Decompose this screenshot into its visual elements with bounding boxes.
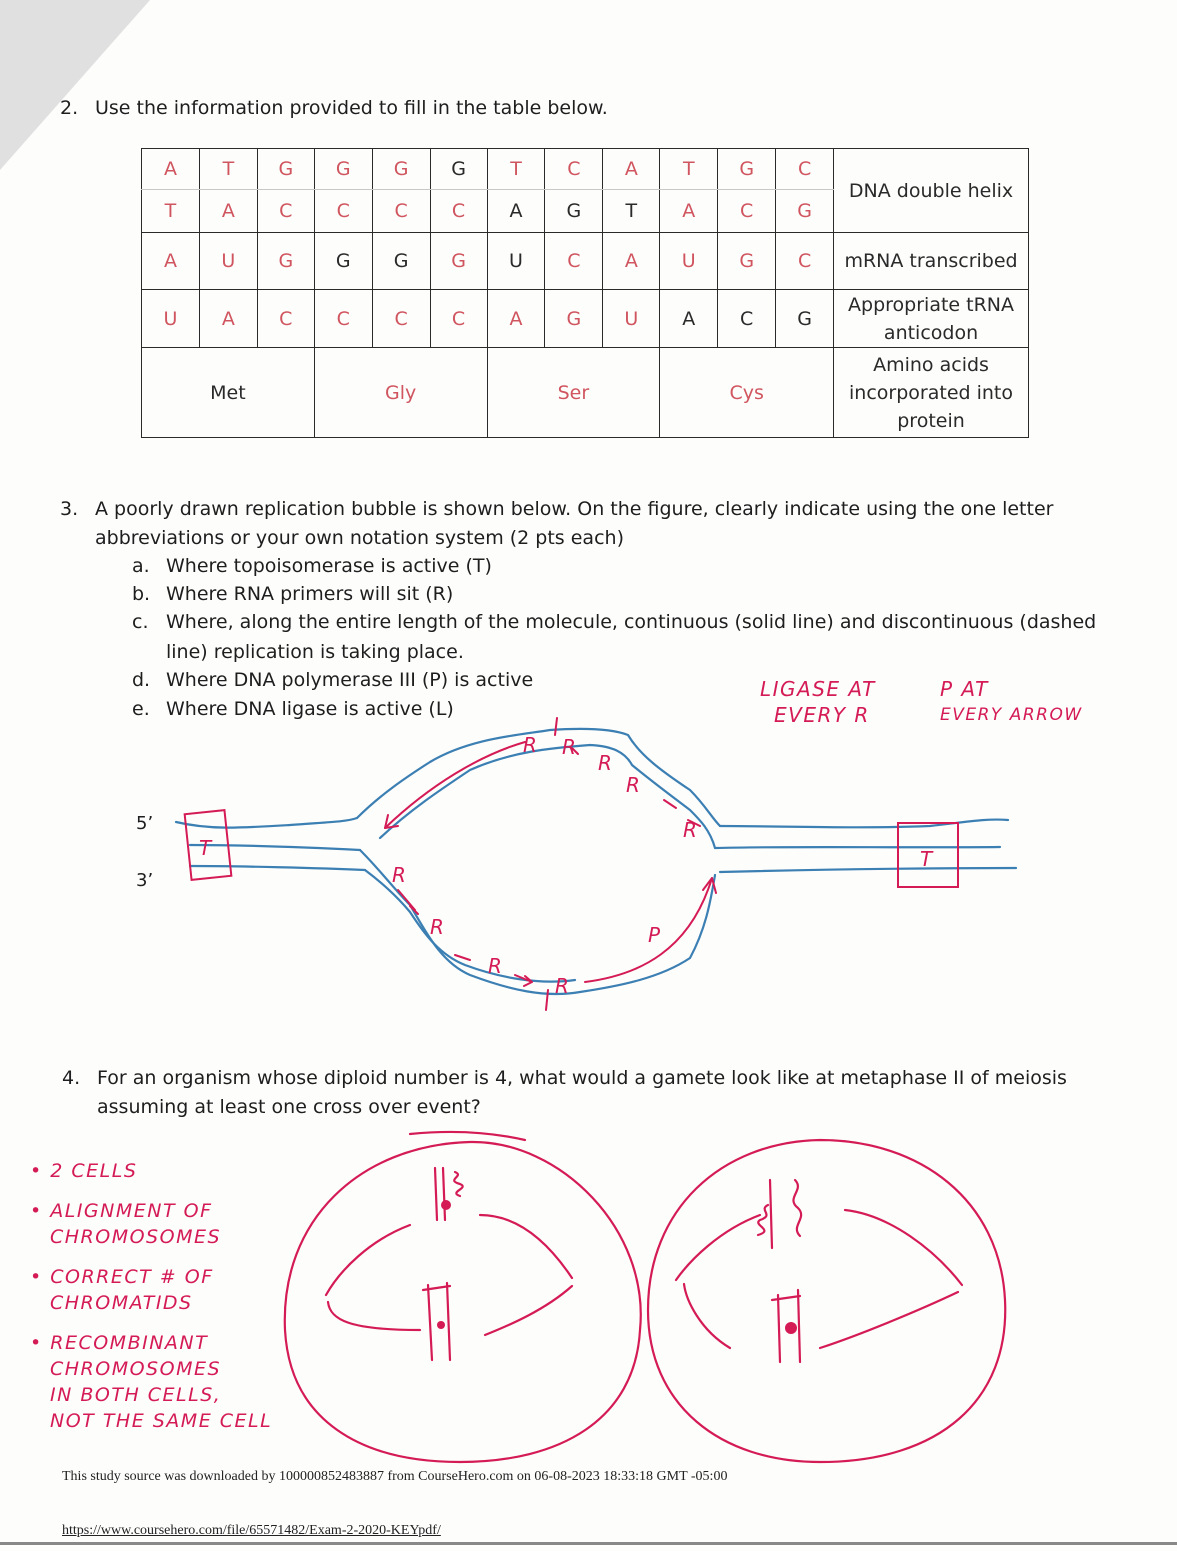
table-cell: C xyxy=(314,290,372,348)
question-number: 3. xyxy=(60,498,79,520)
centromere xyxy=(437,1321,445,1329)
topoisomerase-left-box xyxy=(185,810,232,880)
sub-question-letter: d. xyxy=(132,669,151,691)
table-cell: C xyxy=(314,190,372,233)
sub-question-letter: a. xyxy=(132,555,150,577)
sub-question-text: Where DNA ligase is active (L) xyxy=(166,698,454,720)
table-cell: C xyxy=(545,233,603,290)
sub-question-letter: c. xyxy=(132,611,149,633)
table-cell: C xyxy=(372,290,430,348)
sub-question xyxy=(132,580,453,609)
primer-label: R xyxy=(598,751,612,775)
centromere xyxy=(785,1322,797,1334)
table-cell: A xyxy=(603,149,660,190)
sub-question-text: Where topoisomerase is active (T) xyxy=(166,555,492,577)
bubble-bottom-inner xyxy=(365,870,575,982)
primer-label: R xyxy=(562,735,576,759)
bubble-bottom-strand xyxy=(360,850,715,994)
sub-question xyxy=(132,695,454,724)
question-number: 4. xyxy=(62,1067,81,1089)
table-cell: U xyxy=(487,233,545,290)
okazaki-dashes-bottom xyxy=(398,890,532,986)
bottom-strand-left xyxy=(190,866,365,870)
table-cell: C xyxy=(257,290,314,348)
question-text: Use the information provided to fill in the table below. xyxy=(95,97,608,119)
amino-acid-cell: Cys xyxy=(660,348,834,438)
primer-label: R xyxy=(626,773,640,797)
table-cell: A xyxy=(487,190,545,233)
question-3 xyxy=(60,495,1140,555)
topoisomerase-label-right: T xyxy=(920,847,933,871)
table-cell: U xyxy=(142,290,200,348)
cell-right xyxy=(648,1140,1005,1462)
row-label: Amino acids incorporated into protein xyxy=(834,348,1029,438)
table-cell: G xyxy=(545,290,603,348)
sub-question xyxy=(132,552,492,581)
table-cell: G xyxy=(545,190,603,233)
amino-acid-cell: Ser xyxy=(487,348,660,438)
table-cell: T xyxy=(603,190,660,233)
table-cell: C xyxy=(718,290,776,348)
sub-question-letter: e. xyxy=(132,698,150,720)
table-cell: A xyxy=(603,233,660,290)
download-source-note: This study source was downloaded by 100000852483887 from CourseHero.com on 06-08-2023 18:33:18 GMT -05:00 xyxy=(62,1469,728,1484)
table-cell: A xyxy=(199,290,257,348)
table-cell: T xyxy=(487,149,545,190)
grading-note: • RECOMBINANT CHROMOSOMES IN BOTH CELLS, NOT THE SAME CELL xyxy=(30,1332,273,1432)
table-cell: C xyxy=(257,190,314,233)
table-cell: T xyxy=(199,149,257,190)
table-cell: G xyxy=(314,233,372,290)
table-cell: G xyxy=(372,233,430,290)
table-cell: T xyxy=(660,149,718,190)
handwritten-grading-notes xyxy=(30,1158,320,1448)
bottom-strand-right xyxy=(720,868,1016,872)
table-cell: G xyxy=(776,190,834,233)
question-4 xyxy=(62,1064,1142,1124)
table-cell: C xyxy=(776,233,834,290)
three-prime-label: 3’ xyxy=(136,870,154,891)
bottom-strand-right-upper xyxy=(715,847,1000,848)
scan-corner-shadow xyxy=(0,0,150,170)
primer-label: R xyxy=(555,974,569,998)
sub-question-text: Where, along the entire length of the molecule, continuous (solid line) and discontinuous (dashed xyxy=(166,611,1097,633)
table-cell: A xyxy=(199,190,257,233)
cell-left xyxy=(285,1142,641,1462)
question-text-line2: assuming at least one cross over event? xyxy=(97,1096,481,1118)
handwritten-ligase-note: LIGASE AT EVERY R xyxy=(760,677,876,727)
topoisomerase-right-box xyxy=(898,823,958,887)
topoisomerase-label-left: T xyxy=(199,836,212,860)
table-cell: C xyxy=(776,149,834,190)
source-url-link[interactable]: https://www.coursehero.com/file/65571482/Exam-2-2020-KEYpdf/ xyxy=(62,1523,441,1538)
leading-strand-arrow-bottom xyxy=(585,878,712,982)
top-strand-right xyxy=(720,820,1008,828)
primer-label: R xyxy=(392,863,406,887)
table-cell: G xyxy=(257,233,314,290)
page-bottom-rule xyxy=(0,1542,1177,1545)
table-cell: A xyxy=(487,290,545,348)
top-strand-left xyxy=(176,818,357,828)
sub-question xyxy=(132,608,1096,637)
table-cell: G xyxy=(430,233,487,290)
amino-acid-cell: Met xyxy=(142,348,315,438)
table-cell: G xyxy=(776,290,834,348)
table-cell: C xyxy=(545,149,603,190)
grading-note: • CORRECT # OF CHROMATIDS xyxy=(30,1266,214,1314)
table-cell: G xyxy=(372,149,430,190)
question-text-line1: For an organism whose diploid number is 4, what would a gamete look like at metaphase II of meiosis xyxy=(97,1067,1067,1089)
question-text-line1: A poorly drawn replication bubble is shown below. On the figure, clearly indicate using the one letter xyxy=(95,498,1054,520)
table-cell: G xyxy=(314,149,372,190)
table-cell: G xyxy=(257,149,314,190)
handwritten-polymerase-note: P AT EVERY ARROW xyxy=(940,677,1083,725)
table-cell: C xyxy=(430,190,487,233)
top-strand-left-2 xyxy=(190,845,360,850)
sub-question xyxy=(132,638,464,667)
sub-question-text: line) replication is taking place. xyxy=(166,641,464,663)
grading-note: • ALIGNMENT OF CHROMOSOMES xyxy=(30,1200,222,1248)
table-cell: C xyxy=(372,190,430,233)
question-text-line2: abbreviations or your own notation system (2 pts each) xyxy=(95,527,624,549)
centromere xyxy=(441,1200,451,1210)
row-label: Appropriate tRNA anticodon xyxy=(834,290,1029,348)
polymerase-label: P xyxy=(648,923,661,947)
ligase-ticks xyxy=(546,718,557,1010)
bubble-top-strand xyxy=(357,729,720,826)
table-cell: G xyxy=(718,149,776,190)
table-cell: U xyxy=(603,290,660,348)
table-cell: A xyxy=(142,233,200,290)
table-cell: G xyxy=(430,149,487,190)
primer-label: R xyxy=(523,733,537,757)
five-prime-label: 5’ xyxy=(136,813,154,834)
sub-question-letter: b. xyxy=(132,583,151,605)
question-number: 2. xyxy=(60,97,79,119)
sub-question-text: Where RNA primers will sit (R) xyxy=(166,583,454,605)
grading-note: • 2 CELLS xyxy=(30,1160,138,1182)
row-label: DNA double helix xyxy=(834,149,1029,233)
table-cell: A xyxy=(660,290,718,348)
genetic-code-table xyxy=(141,148,1029,438)
table-cell: U xyxy=(199,233,257,290)
bubble-top-inner xyxy=(380,745,715,848)
primer-label: R xyxy=(488,954,502,978)
table-cell: C xyxy=(430,290,487,348)
table-cell: C xyxy=(718,190,776,233)
sub-question xyxy=(132,666,533,695)
row-label: mRNA transcribed xyxy=(834,233,1029,290)
amino-acid-cell: Gly xyxy=(314,348,487,438)
primer-label: R xyxy=(683,818,697,842)
okazaki-dashes-top xyxy=(572,748,700,826)
table-cell: G xyxy=(718,233,776,290)
table-cell: A xyxy=(142,149,200,190)
table-cell: T xyxy=(142,190,200,233)
table-cell: U xyxy=(660,233,718,290)
primer-label: R xyxy=(430,915,444,939)
sub-question-text: Where DNA polymerase III (P) is active xyxy=(166,669,534,691)
leading-strand-arrow-top xyxy=(385,742,525,828)
table-cell: A xyxy=(660,190,718,233)
